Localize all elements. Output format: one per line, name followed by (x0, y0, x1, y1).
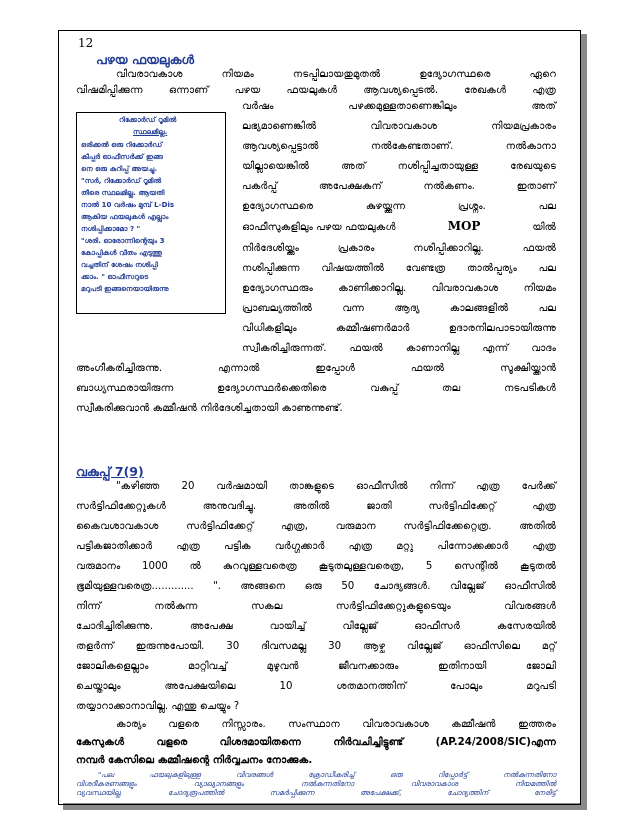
paragraph-line: നിന്ന് നൽകുന്ന സകല സർട്ടിഫിക്കേറ്റുകളുടെയും വിവരങ്ങൾ (76, 601, 556, 612)
paragraph-line: "കഴിഞ്ഞ 20 വർഷമായി താങ്കളുടെ ഓഫീസിൽ നിന്ന് എത്ര പേർക്ക് (116, 481, 556, 492)
paragraph-line: ലഭ്യമാണെങ്കിൽ വിവരാവകാശ നിയമപ്രകാരം (242, 121, 556, 132)
sidebar-line: മറുപടി ഇങ്ങനെയായിരുന്നു (81, 284, 169, 293)
section-heading-old-files: പഴയ ഫയലുകൾ (96, 52, 195, 67)
sidebar-line: തീരെ സ്ഥലമില്ല. ആയതി (81, 188, 165, 197)
sidebar-line: കീപ്പർ ഓഫീസർക്ക് ഇങ്ങ (81, 152, 163, 161)
paragraph-line: സർട്ടിഫിക്കേറ്റുകൾ അനുവദിച്ചു. അതിൽ ജാതി സർട്ടിഫിക്കേറ്റ് എത്ര (76, 501, 556, 512)
paragraph-line: സ്വീകരിച്ചിരുന്നത്. ഫയൽ കാണാനില്ല എന്ന് വാദം (242, 343, 556, 354)
sidebar-line: റിക്കോർഡ് റൂമിൽ (119, 115, 177, 124)
sidebar-line: വച്ചതിന് ശേഷം നശിപ്പി (81, 260, 158, 269)
paragraph-line: കാര്യം വളരെ നിസ്സാരം. സംസ്ഥാന വിവരാവകാശ കമ്മീഷൻ ഇത്തരം (116, 719, 556, 730)
paragraph-line: ചെയ്താലും അപേക്ഷയിലെ 10 ശതമാനത്തിന് പോലും മറുപടി (76, 681, 556, 692)
sidebar-line: നെ ഒരു കുറിപ്പ് അയച്ചു. (81, 164, 158, 173)
mop-term: MOP (447, 219, 481, 233)
paragraph-line: പ്രാബല്യത്തിൽ വന്ന ആദ്യ കാലങ്ങളിൽ പല (242, 303, 556, 314)
sidebar-line: സ്ഥലമില്ല. (133, 127, 168, 136)
paragraph-line: യില്ലായെങ്കിൽ അത് നശിപ്പിച്ചതായുള്ള രേഖയുടെ (242, 161, 556, 172)
paragraph-line: നിർദേശിയ്ക്കും പ്രകാരം നശിപ്പിക്കാറില്ല. ഫയൽ (242, 243, 556, 254)
paragraph-line: വിവരാവകാശ നിയമം നടപ്പിലായതുമുതൽ ഉദ്യോഗസ്ഥരെ ഏറെ (116, 69, 556, 80)
quote-line: "പല ഫയലുകളിലുള്ള വിവരങ്ങൾ ക്രോഡീകരിച്ച് ഒരു റിപ്പോർട്ട് നൽകുന്നതിനോ (98, 770, 556, 779)
sidebar-line: "സർ, റിക്കോർഡ് റൂമിൽ (81, 176, 162, 185)
sidebar-line: ആകിയ ഫയലുകൾ എല്ലാം (81, 212, 169, 221)
sidebar-note-box (76, 112, 226, 314)
paragraph-segment: യിൽ (532, 222, 556, 233)
quote-line: വിശദീകരണങ്ങളും വ്യാഖ്യാനങ്ങളും നൽകുന്നതിനോ വിവരാവകാശ നിയമത്തിൽ (76, 779, 556, 788)
paragraph-line: ജോലികളെല്ലാം മാറ്റിവച്ച് മുഴുവൻ ജീവനക്കാരും ഇതിനായി ജോലി (76, 661, 556, 672)
paragraph-line: ഉദ്യോഗസ്ഥരും കാണിക്കാറില്ല. വിവരാവകാശ നിയമം (242, 283, 556, 294)
paragraph-line: നശിപ്പിക്കുന്ന വിഷയത്തിൽ വേണ്ടത്ര താൽപ്പര്യം പല (242, 263, 556, 274)
paragraph-line: കൈവശാവകാശ സർട്ടിഫിക്കേറ്റ് എത്ര, വരുമാന സർട്ടിഫിക്കേറ്റെത്ര. അതിൽ (76, 521, 556, 532)
paragraph-line: വരുമാനം 1000 ൽ കുറവുള്ളവരെത്ര കൂടുതലുള്ളവരെത്ര, 5 സെന്റിൽ കൂടുതൽ (76, 561, 556, 572)
frame-shadow-right (580, 34, 587, 808)
paragraph-line: വർഷം പഴക്കമുള്ളതാണെങ്കിലും അത് (242, 101, 556, 112)
sidebar-line: നശിപ്പിക്കാമോ ? " (81, 224, 141, 233)
paragraph-line: ഭൂമിയുള്ളവരെത്ര............. ". അങ്ങനെ ഒരു 50 ചോദ്യങ്ങൾ. വില്ലേജ് ഓഫീസിൽ (76, 581, 556, 592)
paragraph-line: തയ്യാറാക്കാനാവില്ല. എന്തു ചെയ്യും ? (76, 701, 240, 712)
paragraph-line: പകർപ്പ് അപേക്ഷകന് നൽകണം. ഇതാണ് (242, 181, 556, 192)
paragraph-line: ആവശ്യപ്പെട്ടാൽ നൽകേണ്ടതാണ്. നൽകാനാ (242, 141, 556, 152)
quote-line: വ്യവസ്ഥയില്ല. ചോദ്യരൂപത്തിൽ സമർപ്പിക്കുന്ന അപേക്ഷക്ക്, ചോദ്യത്തിന് നേരിട്ട് (76, 788, 556, 797)
paragraph-line: വിധികളിലും കമ്മീഷണർമാർ ഉദാരനിലപാടായിരുന്നു (242, 323, 556, 334)
paragraph-line: സ്വീകരിക്കുവാൻ കമ്മീഷൻ നിർദേശിച്ചതായി കാണുന്നുണ്ട്. (76, 403, 343, 414)
paragraph-line: തളർന്ന് ഇരുന്നുപോയി. 30 ദിവസമല്ല 30 ആഴ്ച വില്ലേജ് ഓഫീസിലെ മറ്റ് (76, 641, 556, 652)
paragraph-line: കേസുകൾ വളരെ വിശദമായിതന്നെ നിർവചിച്ചിട്ടുണ്ട് (AP.24/2008/SIC)എന്ന (76, 737, 556, 748)
section-heading-clause: വകുപ്പ് 7(9) (76, 464, 144, 479)
sidebar-line: ഒരിക്കൽ ഒരു റിക്കോർഡ് (81, 140, 163, 149)
sidebar-line: നാൽ 10 വർഷം മുമ്പ് L-Dis (81, 200, 175, 209)
paragraph-segment: ഓഫീസുകളിലും പഴയ ഫയലുകൾ (242, 222, 396, 233)
paragraph-line: പട്ടികജാതിക്കാർ എത്ര പട്ടിക വർഗ്ഗക്കാർ എത്ര മറ്റു പിന്നോക്കക്കാർ എത്ര (76, 541, 556, 552)
sidebar-line: ക്കാം. " ഓഫീസറുടെ (81, 272, 149, 281)
paragraph-line: ചോദിച്ചിരിക്കുന്നു. അപേക്ഷ വായിച്ച് വില്ലേജ് ഓഫീസർ കസേരയിൽ (76, 621, 556, 632)
paragraph-line: ബാധ്യസ്ഥരായിരുന്ന ഉദ്യോഗസ്ഥർക്കെതിരെ വകുപ്പ് തല നടപടികൾ (76, 383, 556, 394)
sidebar-line: കോപ്പികൾ വീതം എടുത്തു (81, 248, 163, 257)
sidebar-line: "ശരി. ഓരോന്നിന്റെയും 3 (81, 236, 165, 245)
paragraph-line: വിഷമിപ്പിക്കുന്ന ഒന്നാണ് പഴയ ഫയലുകൾ ആവശ്യപ്പെടൽ. രേഖകൾ എത്ര (76, 85, 556, 96)
page-number: 12 (78, 36, 94, 50)
paragraph-line: അംഗീകരിച്ചിരുന്നു. എന്നാൽ ഇപ്പോൾ ഫയൽ സൂക്ഷിയ്ക്കാൻ (76, 363, 556, 374)
paragraph-line: നമ്പർ കേസിലെ കമ്മീഷന്റെ നിർവ്വചനം നോക്കുക. (76, 755, 313, 766)
paragraph-line: ഉദ്യോഗസ്ഥരെ കുഴയ്ക്കുന്ന പ്രശ്നം. പല (242, 201, 556, 212)
paragraph-line-mop (242, 220, 556, 233)
